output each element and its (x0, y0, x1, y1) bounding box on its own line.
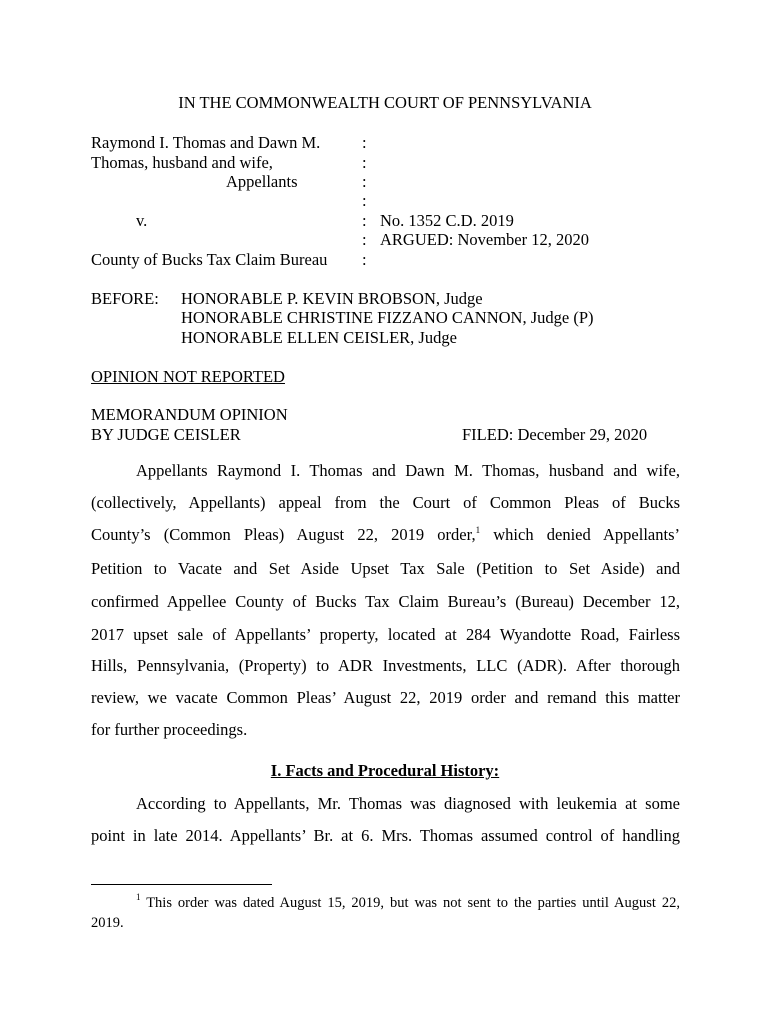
judge-name: HONORABLE CHRISTINE FIZZANO CANNON, Judge (P) (181, 308, 594, 327)
caption-colon: : (362, 133, 367, 152)
judge-name: HONORABLE P. KEVIN BROBSON, Judge (181, 289, 483, 308)
body-line: (collectively, Appellants) appeal from the Court of Common Pleas of Bucks (91, 493, 680, 512)
body-line: review, we vacate Common Pleas’ August 22, 2019 order and remand this matter (91, 688, 680, 707)
caption-colon: : (362, 250, 367, 269)
body-line: for further proceedings. (91, 720, 248, 739)
court-heading: IN THE COMMONWEALTH COURT OF PENNSYLVANIA (178, 93, 592, 112)
versus: v. (136, 211, 148, 230)
body-line: confirmed Appellee County of Bucks Tax Claim Bureau’s (Bureau) December 12, (91, 592, 680, 611)
appellee-name: County of Bucks Tax Claim Bureau (91, 250, 328, 269)
caption-colon: : (362, 211, 367, 230)
body-line-with-footnote (91, 525, 680, 545)
footnote-reference: 1 (475, 524, 481, 535)
body-line: Petition to Vacate and Set Aside Upset Tax Sale (Petition to Set Aside) and (91, 559, 680, 578)
section-heading: I. Facts and Procedural History: (270, 761, 500, 780)
footnote-divider (91, 884, 272, 885)
judge-name: HONORABLE ELLEN CEISLER, Judge (181, 328, 457, 347)
reporting-status: OPINION NOT REPORTED (91, 367, 285, 386)
body-line: Hills, Pennsylvania, (Property) to ADR Investments, LLC (ADR). After thorough (91, 656, 680, 675)
footnote-line: 2019. (91, 915, 124, 931)
opinion-type: MEMORANDUM OPINION (91, 405, 288, 424)
opinion-author: BY JUDGE CEISLER (91, 425, 241, 444)
caption-colon: : (362, 153, 367, 172)
body-text: County’s (Common Pleas) August 22, 2019 order, (91, 525, 476, 544)
appellants-name-line2: Thomas, husband and wife, (91, 153, 273, 172)
body-text: which denied Appellants’ (480, 525, 680, 544)
caption-colon: : (362, 172, 367, 191)
appellants-role: Appellants (226, 172, 298, 191)
body-line: According to Appellants, Mr. Thomas was diagnosed with leukemia at some (136, 794, 680, 813)
before-label: BEFORE: (91, 289, 159, 308)
body-line: point in late 2014. Appellants’ Br. at 6. Mrs. Thomas assumed control of handling (91, 826, 680, 845)
body-line: Appellants Raymond I. Thomas and Dawn M. Thomas, husband and wife, (136, 461, 680, 480)
filed-date: FILED: December 29, 2020 (462, 425, 648, 444)
footnote-line (136, 894, 680, 912)
caption-colon: : (362, 191, 367, 210)
footnote-text: This order was dated August 15, 2019, but was not sent to the parties until August 22, (140, 895, 680, 911)
caption-colon: : (362, 230, 367, 249)
footnote-marker: 1 (136, 892, 141, 903)
appellants-name-line1: Raymond I. Thomas and Dawn M. (91, 133, 321, 152)
body-line: 2017 upset sale of Appellants’ property, located at 284 Wyandotte Road, Fairless (91, 625, 680, 644)
argued-date: ARGUED: November 12, 2020 (380, 230, 589, 249)
docket-number: No. 1352 C.D. 2019 (380, 211, 514, 230)
